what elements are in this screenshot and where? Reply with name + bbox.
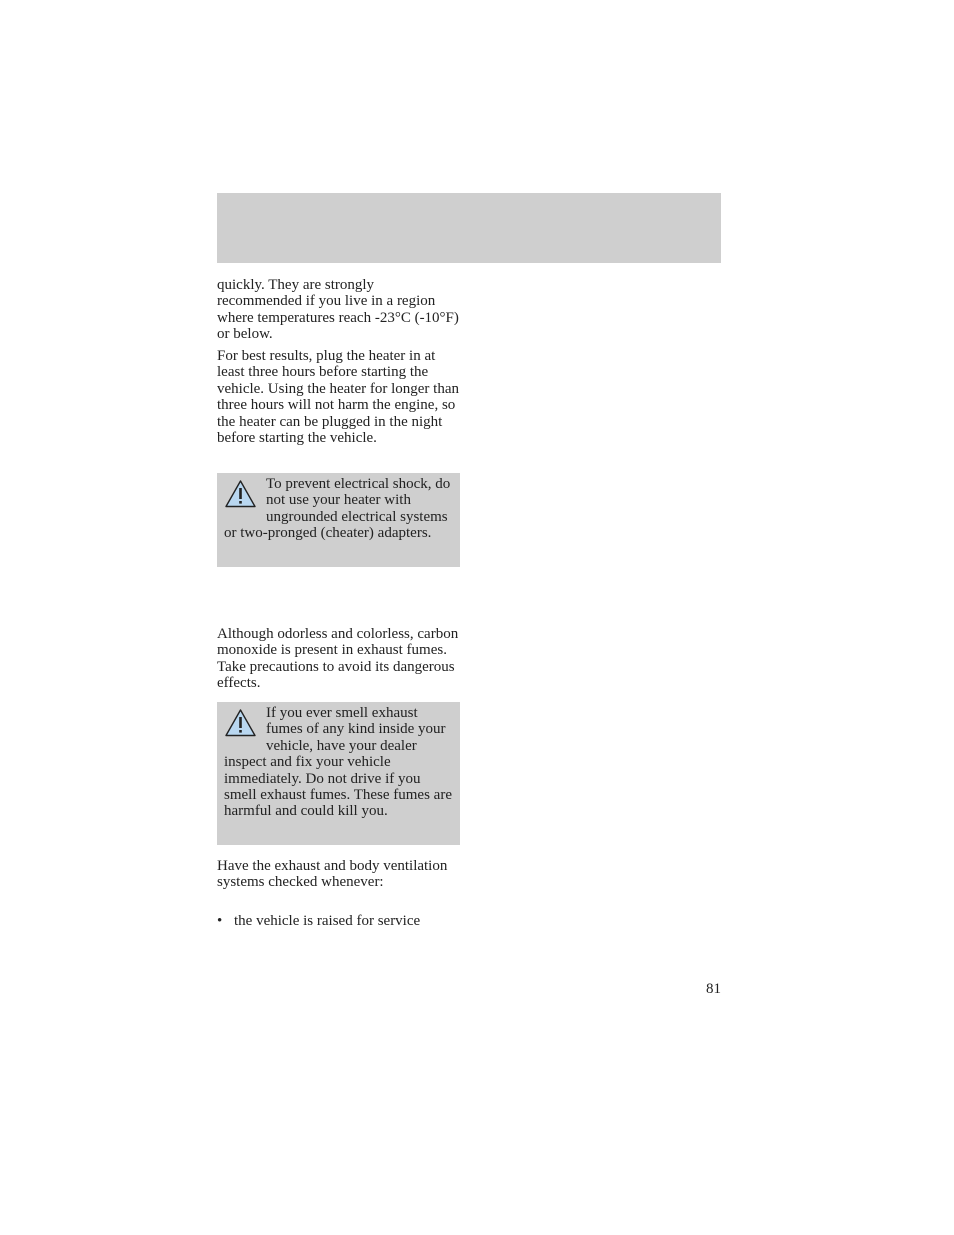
paragraph-text: Although odorless and colorless, carbon monoxide is present in exhaust fumes. Take precautions to avoid its dangerous effects.: [217, 626, 459, 692]
body-paragraph: [217, 348, 460, 446]
body-paragraph: [217, 858, 460, 891]
header-band: [217, 193, 721, 263]
paragraph-text: quickly. They are strongly recommended if you live in a region where temperatures reach -23°C (-10°F) or below.: [217, 277, 459, 343]
body-paragraph: [217, 626, 460, 692]
bullet-list-item: [217, 913, 477, 929]
paragraph-text: Have the exhaust and body ventilation systems checked whenever:: [217, 858, 448, 891]
warning-box: [217, 702, 460, 845]
warning-text: To prevent electrical shock, do not use your heater with ungrounded electrical systems or two-pronged (cheater) adapters.: [224, 476, 451, 542]
body-paragraph: [217, 277, 460, 343]
warning-triangle-icon: [224, 479, 257, 509]
warning-box: [217, 473, 460, 567]
paragraph-text: For best results, plug the heater in at least three hours before starting the vehicle. Using the heater for longer than three hours will not harm the engine, so the heater can be plugged in the night before starting the vehicle.: [217, 348, 459, 447]
warning-triangle-icon: [224, 708, 257, 738]
warning-text: If you ever smell exhaust fumes of any kind inside your vehicle, have your dealer inspect and fix your vehicle immediately. Do not drive if you smell exhaust fumes. These fumes are harmful and could kill you.: [224, 705, 452, 820]
bullet-icon: •: [217, 913, 223, 929]
bullet-text: the vehicle is raised for service: [234, 913, 421, 929]
page-number: 81: [706, 981, 721, 997]
